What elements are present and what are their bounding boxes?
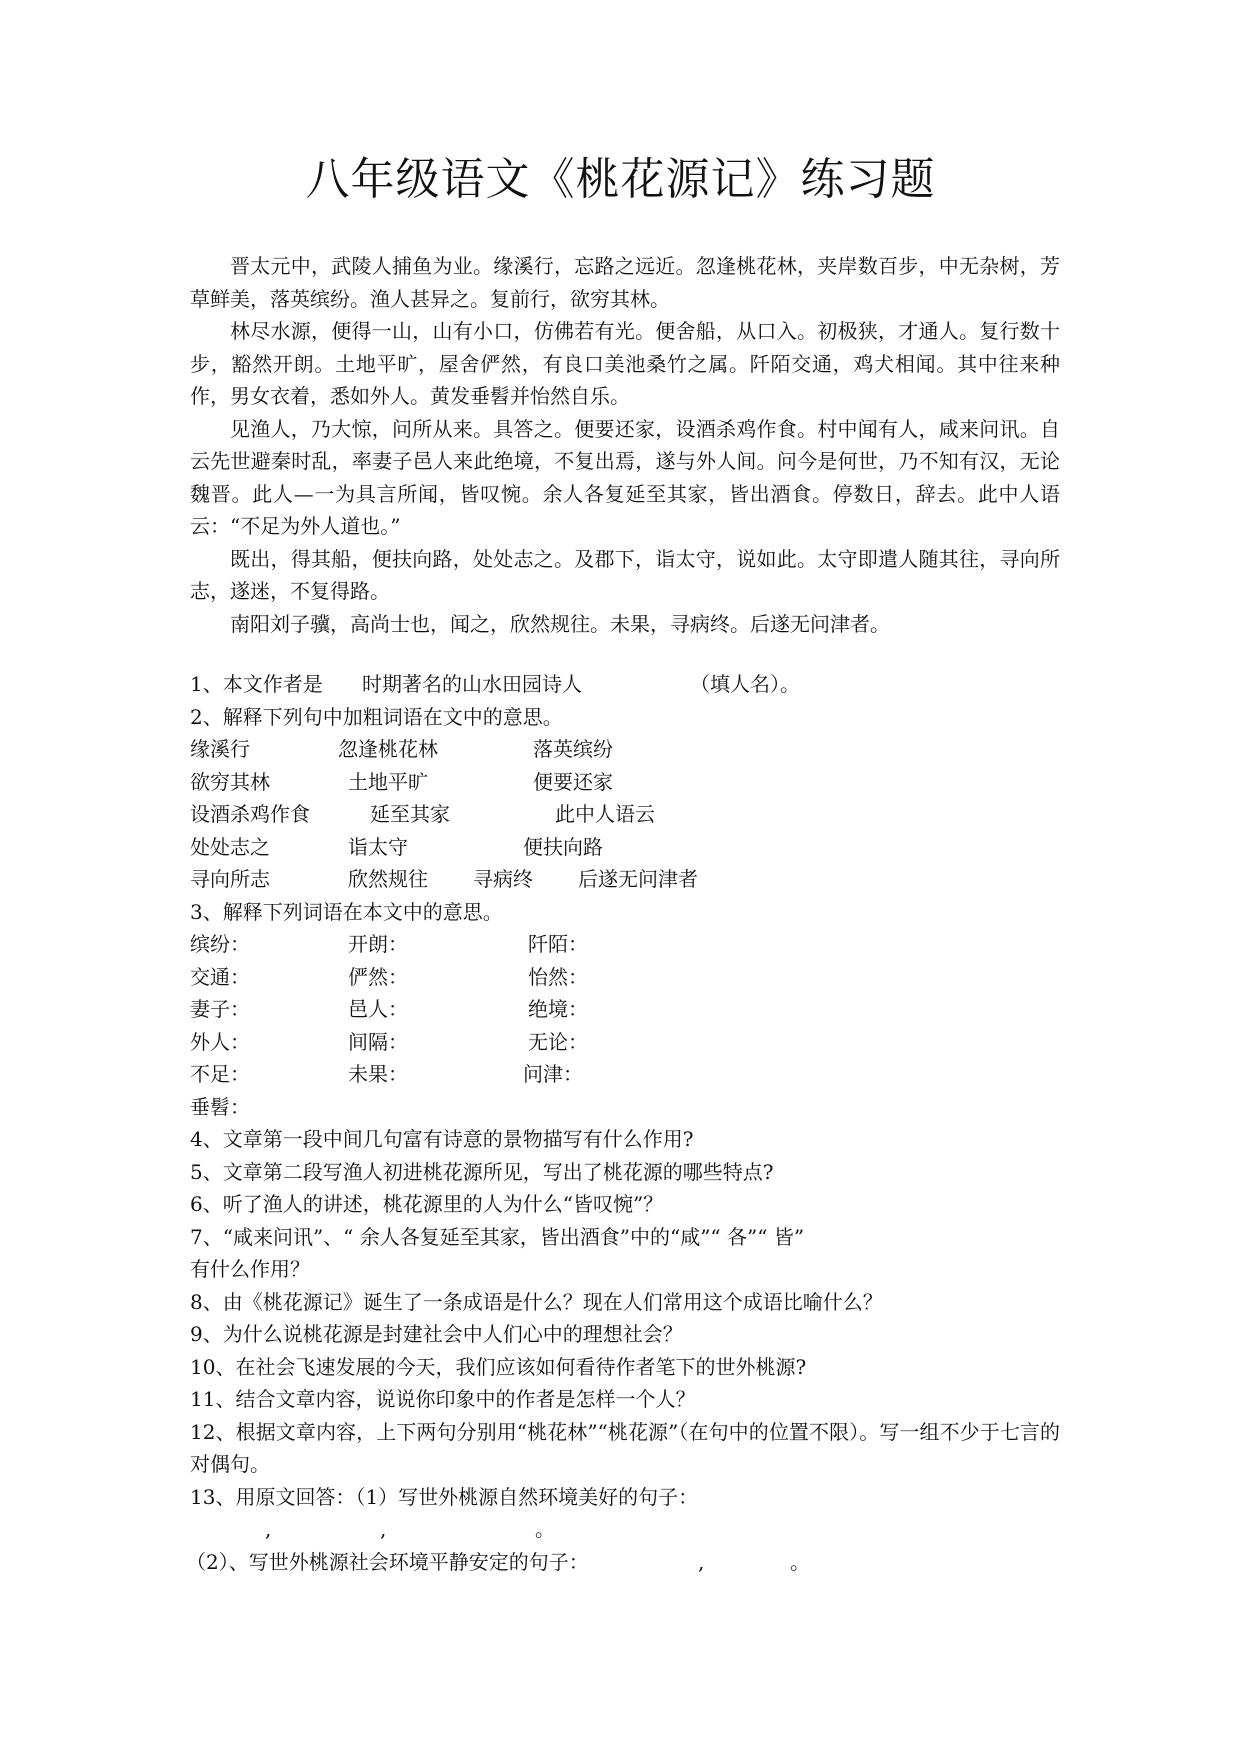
question-5: [190, 1156, 1060, 1189]
answer-line-1: [190, 1513, 1060, 1546]
passage: [190, 250, 1060, 640]
question-1-part-c: （填人名）。: [690, 672, 800, 696]
term: 寻向所志: [190, 867, 270, 891]
page-title: 八年级语文《桃花源记》练习题: [305, 154, 936, 205]
term: 此中人语云: [555, 802, 655, 826]
question-text: 6、听了渔人的讲述，桃花源里的人为什么“皆叹惋”？: [190, 1192, 664, 1216]
term: 开朗：: [348, 932, 408, 956]
question-3-row: [190, 993, 1060, 1026]
question-text: 9、为什么说桃花源是封建社会中人们心中的理想社会？: [190, 1322, 683, 1346]
question-13-part-2: [186, 1546, 1060, 1579]
question-3-prompt: [190, 896, 1060, 929]
term: 落英缤纷: [533, 737, 613, 761]
term: 便要还家: [533, 769, 613, 794]
punctuation: ,: [380, 1517, 387, 1541]
term: 间隔：: [348, 1029, 408, 1054]
question-1-part-a: 1、本文作者是: [190, 672, 323, 696]
question-2-prompt: [190, 701, 1060, 734]
question-3-text: 3、解释下列词语在本文中的意思。: [190, 899, 503, 924]
passage-paragraph: 见渔人，乃大惊，问所从来。具答之。便要还家，设酒杀鸡作食。村中闻有人，咸来问讯。自云先世避秦时乱，率妻子邑人来此绝境，不复出焉，遂与外人间。问今是何世，乃不知有汉，无论魏晋。此人—一为具言所闻，皆叹惋。余人各复延至其家，皆出酒食。停数日，辞去。此中人语云：“不足为外人道也。”: [190, 416, 1060, 538]
question-3-row: [190, 928, 1060, 961]
term: 交通：: [190, 964, 250, 989]
term: 忽逢桃花林: [338, 737, 438, 761]
question-7-continued: [190, 1253, 1060, 1286]
question-3-row: [190, 1058, 1060, 1091]
term: 设酒杀鸡作食: [190, 802, 310, 826]
question-3-row: [190, 961, 1060, 994]
question-text: 13、用原文回答：（1）写世外桃源自然环境美好的句子：: [190, 1484, 699, 1509]
term: 妻子：: [190, 997, 250, 1021]
term: 外人：: [190, 1029, 250, 1054]
punctuation: ,: [265, 1517, 272, 1541]
term: 绝境：: [528, 997, 588, 1021]
term: 诣太守: [348, 834, 408, 859]
question-10: [190, 1351, 1060, 1384]
term: 缘溪行: [190, 737, 250, 761]
term: 垂髫：: [190, 1094, 250, 1119]
term: 阡陌：: [528, 932, 588, 956]
question-2-row: [190, 863, 1060, 896]
term: 不足：: [190, 1062, 250, 1086]
question-text: 5、文章第二段写渔人初进桃花源所见，写出了桃花源的哪些特点?: [190, 1159, 774, 1184]
question-text: 有什么作用？: [190, 1257, 310, 1281]
term: 土地平旷: [348, 769, 428, 794]
term: 缤纷：: [190, 932, 250, 956]
question-text: 10、在社会飞速发展的今天，我们应该如何看待作者笔下的世外桃源?: [190, 1354, 807, 1379]
passage-paragraph: 林尽水源，便得一山，山有小口，仿佛若有光。便舍船，从口入。初极狭，才通人。复行数十步，豁然开朗。土地平旷，屋舍俨然，有良口美池桑竹之属。阡陌交通，鸡犬相闻。其中往来种作，男女衣着，悉如外人。黄发垂髫并怡然自乐。: [190, 319, 1060, 408]
question-12: 12、根据文章内容，上下两句分别用“桃花林”“桃花源”（在句中的位置不限）。写一组不少于七言的对偶句。: [190, 1419, 1060, 1476]
question-13: [190, 1481, 1060, 1514]
term: 未果：: [348, 1062, 408, 1086]
question-text: 11、结合文章内容，说说你印象中的作者是怎样一个人？: [190, 1387, 696, 1411]
question-2-row: [190, 766, 1060, 799]
passage-paragraph: 既出，得其船，便扶向路，处处志之。及郡下，诣太守，说如此。太守即遣人随其往，寻向所志，遂迷，不复得路。: [190, 546, 1060, 603]
question-11: [190, 1383, 1060, 1416]
passage-paragraph: 南阳刘子骥，高尚士也，闻之，欣然规往。未果，寻病终。后遂无问津者。: [230, 611, 890, 636]
term: 俨然：: [348, 964, 408, 989]
term: 欣然规往: [348, 867, 428, 891]
term: 无论：: [528, 1029, 588, 1054]
question-1: [190, 668, 1060, 701]
question-text: （2）、写世外桃源社会环境平静安定的句子：: [186, 1549, 589, 1574]
question-text: 4、文章第一段中间几句富有诗意的景物描写有什么作用?: [190, 1127, 694, 1151]
punctuation: 。: [535, 1517, 555, 1541]
term: 延至其家: [370, 802, 450, 826]
punctuation: 。: [790, 1549, 810, 1574]
term: 邑人：: [348, 997, 408, 1021]
question-7: [190, 1221, 1060, 1254]
question-8: [190, 1286, 1060, 1319]
question-text: 7、“咸来问讯”、“ 余人各复延至其家，皆出酒食”中的“咸”“ 各”“ 皆”: [190, 1224, 805, 1249]
question-3-row: [190, 1026, 1060, 1059]
question-6: [190, 1188, 1060, 1221]
question-list: [186, 668, 1060, 1578]
term: 便扶向路: [523, 834, 603, 859]
question-2-row: [190, 733, 1060, 766]
term: 问津：: [523, 1062, 583, 1086]
question-2-text: 2、解释下列句中加粗词语在文中的意思。: [190, 704, 563, 729]
term: 欲穷其林: [190, 769, 270, 794]
punctuation: ,: [698, 1549, 705, 1574]
term: 寻病终: [473, 867, 533, 891]
question-9: [190, 1318, 1060, 1351]
question-text: 8、由《桃花源记》诞生了一条成语是什么？现在人们常用这个成语比喻什么？: [190, 1289, 883, 1314]
term: 处处志之: [190, 834, 270, 859]
question-1-part-b: 时期著名的山水田园诗人: [362, 672, 582, 696]
question-4: [190, 1123, 1060, 1156]
term: 怡然：: [528, 964, 588, 989]
passage-paragraph: 晋太元中，武陵人捕鱼为业。缘溪行，忘路之远近。忽逢桃花林，夹岸数百步，中无杂树，芳草鲜美，落英缤纷。渔人甚异之。复前行，欲穷其林。: [190, 254, 1060, 311]
question-2-row: [190, 798, 1060, 831]
question-3-row: [190, 1091, 1060, 1124]
term: 后遂无问津者: [578, 867, 698, 891]
question-2-row: [190, 831, 1060, 864]
